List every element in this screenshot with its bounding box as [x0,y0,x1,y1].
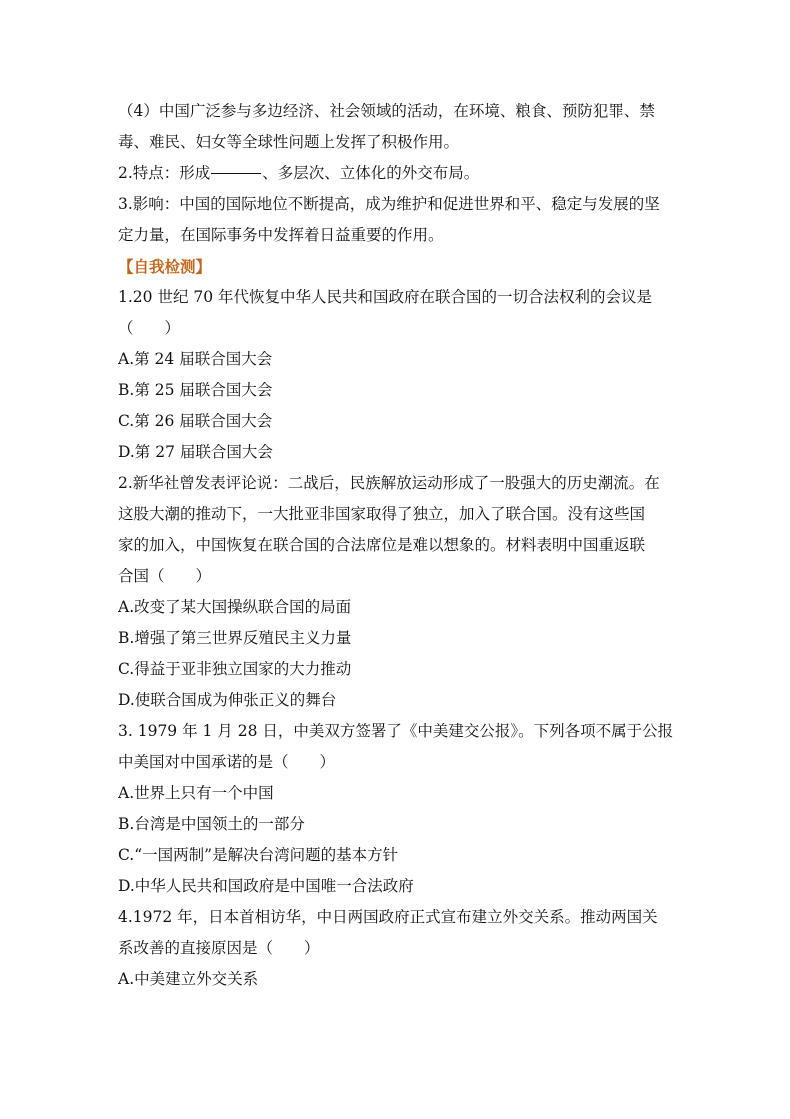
option-a: A.世界上只有一个中国 [118,784,274,802]
question-4 [118,902,678,995]
option-c: C.第 26 届联合国大会 [118,412,273,430]
question-stem-line: （ ） [118,319,181,337]
fill-in-blank [211,172,261,174]
question-stem-line: 系改善的直接原因是（ ） [118,939,320,957]
question-3 [118,716,678,902]
question-stem-line: 这股大潮的推动下，一大批亚非国家取得了独立，加入了联合国。没有这些国 [118,505,646,523]
option-d: D.中华人民共和国政府是中国唯一合法政府 [118,877,414,895]
document-body [118,96,678,995]
section-heading: 【自我检测】 [118,257,212,276]
intro-feature-line [118,158,678,189]
option-b: B.增强了第三世界反殖民主义力量 [118,629,352,647]
question-stem-line: 4.1972 年，日本首相访华，中日两国政府正式宣布建立外交关系。推动两国关 [118,908,658,926]
question-stem-line: 合国（ ） [118,567,212,585]
feature-suffix: 、多层次、立体化的外交布局。 [262,164,480,182]
option-a: A.第 24 届联合国大会 [118,350,273,368]
intro-point4-line2: 毒、难民、妇女等全球性问题上发挥了积极作用。 [118,133,460,151]
option-b: B.第 25 届联合国大会 [118,381,273,399]
option-c: C.得益于亚非独立国家的大力推动 [118,660,352,678]
question-stem-line: 2.新华社曾发表评论说：二战后，民族解放运动形成了一股强大的历史潮流。在 [118,474,660,492]
question-stem-line: 中美国对中国承诺的是（ ） [118,753,336,771]
option-d: D.使联合国成为伸张正义的舞台 [118,691,337,709]
option-c: C.“一国两制”是解决台湾问题的基本方针 [118,846,399,864]
option-b: B.台湾是中国领土的一部分 [118,815,305,833]
question-1 [118,282,678,468]
feature-prefix: 2.特点：形成 [118,164,211,182]
option-d: D.第 27 届联合国大会 [118,443,273,461]
question-stem-line: 3. 1979 年 1 月 28 日，中美双方签署了《中美建交公报》。下列各项不属于公报 [118,722,674,740]
question-stem-line: 1.20 世纪 70 年代恢复中华人民共和国政府在联合国的一切合法权利的会议是 [118,288,653,306]
question-2 [118,468,678,716]
intro-point4-line1: （4）中国广泛参与多边经济、社会领域的活动，在环境、粮食、预防犯罪、禁 [118,102,655,120]
option-a: A.改变了某大国操纵联合国的局面 [118,598,352,616]
option-a: A.中美建立外交关系 [118,970,259,988]
intro-impact-line1: 3.影响：中国的国际地位不断提高，成为维护和促进世界和平、稳定与发展的坚 [118,195,660,213]
intro-impact-line2: 定力量，在国际事务中发挥着日益重要的作用。 [118,226,444,244]
question-stem-line: 家的加入，中国恢复在联合国的合法席位是难以想象的。材料表明中国重返联 [118,536,646,554]
